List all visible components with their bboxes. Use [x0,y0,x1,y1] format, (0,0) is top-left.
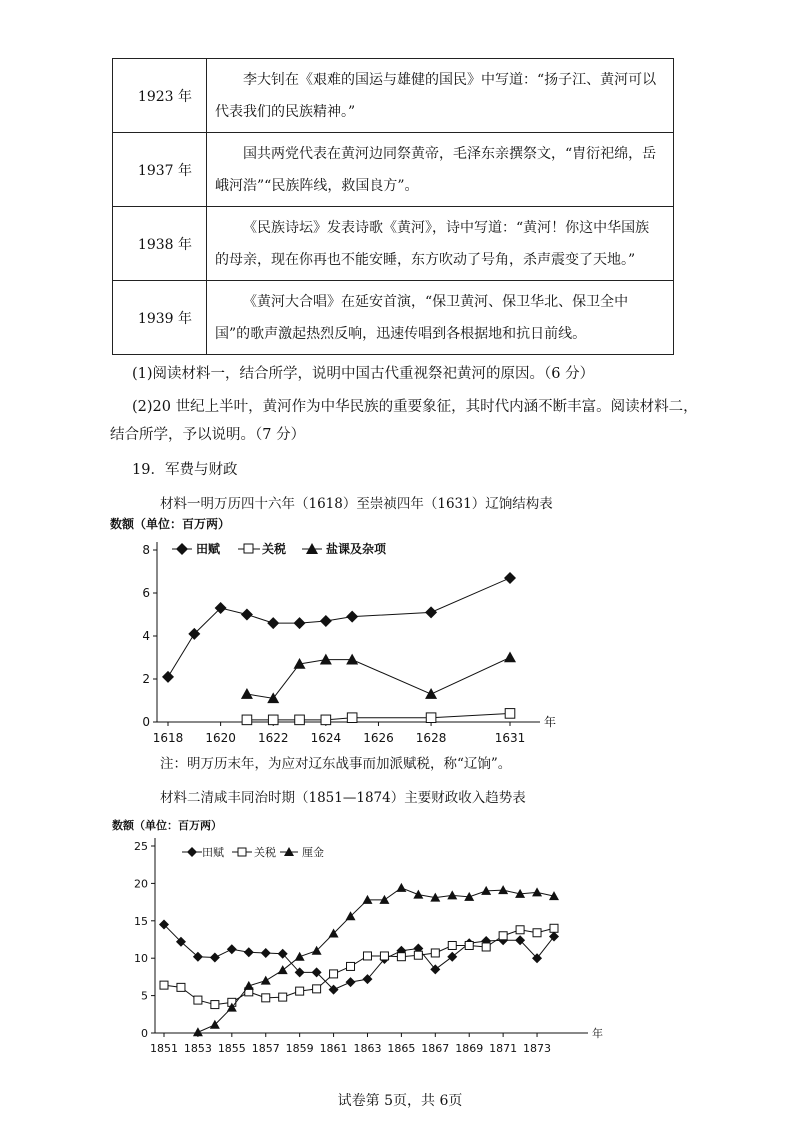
legend-square-icon [238,848,246,856]
x-tick-label: 1620 [205,731,236,745]
data-point [505,709,515,719]
x-axis-label: 年 [544,715,557,729]
data-point [397,953,405,961]
x-tick-label: 1863 [353,1042,382,1055]
timeline-table [112,58,674,355]
series-triangle [241,652,516,704]
data-point [431,949,439,957]
series-line [168,578,510,677]
year-cell: 1923 年 [113,59,207,133]
series-line [247,658,510,699]
x-tick-label: 1861 [319,1042,348,1055]
chart-1 [110,512,580,750]
question-2-line-1: (2)20 世纪上半叶，黄河作为中华民族的重要象征，其时代内涵不断丰富。阅读材料二， [132,399,698,415]
chart1-legend-label: 田赋 [196,542,221,556]
data-point [447,890,457,899]
x-axis-label: 年 [592,1027,603,1040]
data-point [482,943,490,951]
x-tick-label: 1873 [523,1042,552,1055]
chart1-y-label: 数额（单位：百万两） [110,517,231,531]
chart1-legend-label: 盐课及杂项 [326,542,387,556]
chart1-legend-label: 关税 [262,542,287,556]
y-tick-label: 2 [142,672,150,686]
data-point [244,981,254,990]
data-point [516,926,524,934]
data-point [465,941,473,949]
table-row [113,59,674,133]
data-point [330,970,338,978]
year-cell: 1938 年 [113,207,207,281]
data-point [447,952,457,962]
data-point [320,654,332,665]
chart1-legend [172,541,387,556]
x-tick-label: 1865 [387,1042,416,1055]
data-point [261,948,271,958]
x-tick-label: 1622 [257,731,289,745]
data-point [194,996,202,1004]
x-tick-label: 1871 [489,1042,518,1055]
data-point [262,994,270,1002]
chart2-y-label: 数额（单位：百万两） [112,819,222,832]
series-line [164,925,554,990]
chart2-legend-label: 田赋 [202,846,224,859]
data-point [532,887,542,896]
year-cell: 1937 年 [113,133,207,207]
data-point [211,1001,219,1009]
data-point [414,951,422,959]
x-tick-label: 1618 [152,731,184,745]
chart-2 [104,815,604,1057]
data-point [426,713,436,723]
section-title: 19．军费与财政 [132,462,238,478]
chart2-legend-label: 关税 [254,846,276,859]
data-point [347,713,357,723]
chart2-caption: 材料二清咸丰同治时期（1851—1874）主要财政收入趋势表 [160,790,526,806]
data-point [504,572,516,584]
content-cell: 国共两党代表在黄河边同祭黄帝，毛泽东亲撰祭文，“胄衍祀绵，岳峨河浩”“民族阵线，救国良方”。 [207,133,674,207]
data-point [320,615,332,627]
data-point [413,890,423,899]
y-tick-label: 6 [142,586,150,600]
data-point [278,965,288,974]
data-point [268,715,278,725]
content-cell: 李大钊在《艰难的国运与雄健的国民》中写道：“扬子江、黄河可以代表我们的民族精神。” [207,59,674,133]
y-tick-label: 8 [142,543,150,557]
y-tick-label: 20 [134,877,148,891]
content-cell: 《黄河大合唱》在延安首演，“保卫黄河、保卫华北、保卫全中国”的歌声激起热烈反响，迅速传唱到各根据地和抗日前线。 [207,281,674,355]
data-point [321,715,331,725]
legend-diamond-icon [187,847,197,857]
table-row [113,207,674,281]
y-tick-label: 15 [134,914,148,928]
data-point [261,976,271,985]
data-point [504,652,516,663]
data-point [227,944,237,954]
y-tick-label: 10 [134,952,148,966]
series-diamond [159,920,559,995]
x-tick-label: 1628 [415,731,447,745]
data-point [498,885,508,894]
data-point [244,947,254,957]
data-point [294,617,306,629]
series-line [164,928,554,1004]
data-point [295,952,305,961]
series-square [160,924,558,1008]
x-tick-label: 1867 [421,1042,450,1055]
question-2-line-2: 结合所学，予以说明。（7 分） [110,427,306,443]
x-tick-label: 1869 [455,1042,484,1055]
data-point [242,715,252,725]
chart1-note: 注：明万历末年，为应对辽东战事而加派赋税，称“辽饷”。 [160,756,512,772]
series-diamond [162,572,516,683]
series-line [198,888,554,1032]
data-point [241,688,253,699]
data-point [162,671,174,683]
x-tick-label: 1851 [150,1042,178,1055]
series-triangle [193,883,559,1036]
data-point [533,929,541,937]
x-tick-label: 1855 [217,1042,246,1055]
x-tick-label: 1624 [310,731,342,745]
y-tick-label: 5 [141,989,148,1003]
data-point [295,715,305,725]
legend-square-icon [244,544,253,553]
y-tick-label: 0 [142,715,150,729]
data-point [346,977,356,987]
chart2-legend [182,845,324,859]
x-tick-label: 1626 [363,731,394,745]
data-point [296,987,304,995]
y-tick-label: 4 [142,629,150,643]
x-tick-label: 1853 [183,1042,212,1055]
x-tick-label: 1857 [251,1042,280,1055]
data-point [210,952,220,962]
data-point [346,611,358,623]
chart2-legend-label: 厘金 [302,846,324,859]
y-tick-label: 0 [141,1027,148,1040]
data-point [396,883,406,892]
data-point [425,606,437,618]
question-1: (1)阅读材料一，结合所学，说明中国古代重视祭祀黄河的原因。（6 分） [132,366,595,382]
data-point [160,981,168,989]
data-point [279,993,287,1001]
page-footer: 试卷第 5页，共 6页 [337,1093,463,1109]
data-point [499,932,507,940]
content-cell: 《民族诗坛》发表诗歌《黄河》，诗中写道：“黄河！你这中华国族的母亲，现在你再也不能安睡，东方吹动了号角，杀声震变了天地。” [207,207,674,281]
x-tick-label: 1859 [285,1042,314,1055]
data-point [313,985,321,993]
data-point [193,1027,203,1036]
data-point [550,924,558,932]
y-tick-label: 25 [134,840,148,853]
data-point [347,962,355,970]
data-point [177,983,185,991]
x-tick-label: 1631 [494,731,526,745]
data-point [448,941,456,949]
table-row [113,281,674,355]
data-point [241,609,253,621]
data-point [380,952,388,960]
series-line [247,713,510,719]
table-row [113,133,674,207]
data-point [430,964,440,974]
data-point [346,654,358,665]
year-cell: 1939 年 [113,281,207,355]
data-point [363,952,371,960]
legend-diamond-icon [176,543,188,555]
data-point [425,688,437,699]
data-point [267,617,279,629]
chart1-caption: 材料一明万历四十六年（1618）至崇祯四年（1631）辽饷结构表 [160,496,553,512]
data-point [549,932,559,942]
